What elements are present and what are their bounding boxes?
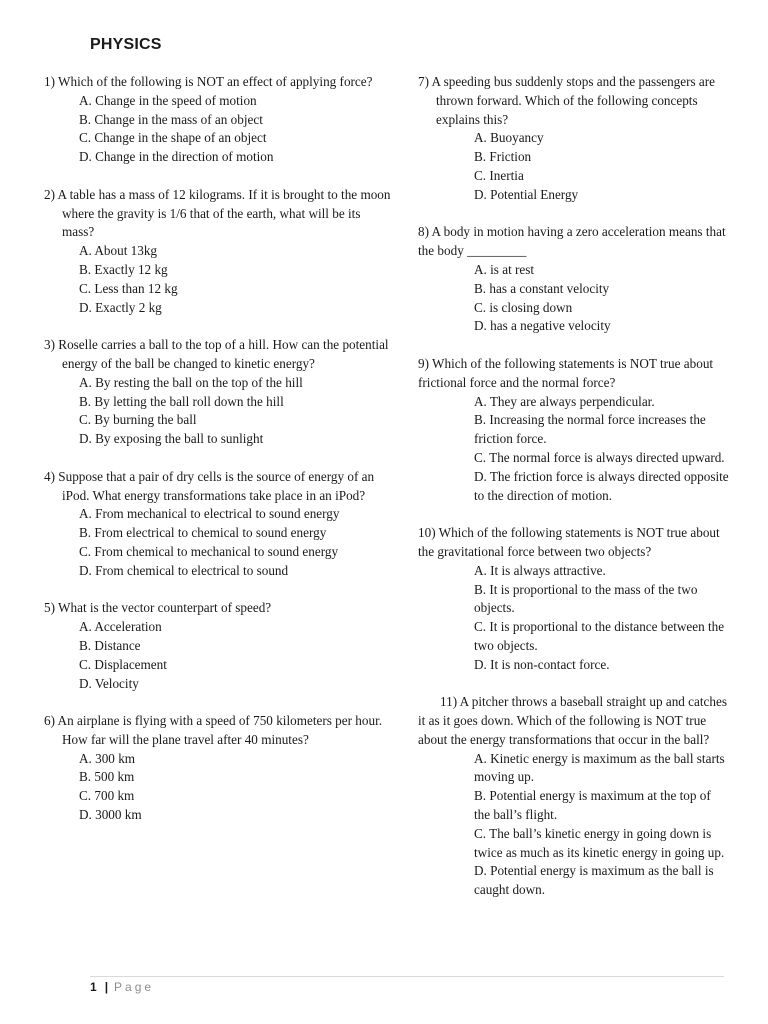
page-number: 1: [90, 980, 97, 994]
question-stem: 10) Which of the following statements is NOT true about the gravitational force between two objects?: [418, 525, 720, 559]
option-c: C. By burning the ball: [79, 412, 197, 428]
question-1: [44, 73, 394, 167]
question-7: [418, 73, 730, 205]
question-9: [418, 355, 730, 505]
question-11: [418, 693, 730, 900]
options-list: [44, 242, 394, 317]
option-a: A. By resting the ball on the top of the hill: [79, 374, 303, 390]
option-d: D. Velocity: [79, 675, 139, 691]
option-c: C. Inertia: [474, 167, 524, 183]
option-b: B. Friction: [474, 149, 532, 165]
option-a: A. 300 km: [79, 750, 136, 766]
question-6: [44, 712, 394, 825]
option-c: C. 700 km: [79, 788, 135, 804]
page-footer: [90, 980, 154, 994]
option-c: C. From chemical to mechanical to sound energy: [79, 543, 339, 559]
option-a: A. Buoyancy: [474, 130, 544, 146]
option-b: B. By letting the ball roll down the hill: [79, 393, 284, 409]
question-stem: 8) A body in motion having a zero acceleration means that the body _________: [418, 224, 726, 259]
option-a: A. Acceleration: [79, 619, 162, 635]
option-a: A. From mechanical to electrical to sound energy: [79, 506, 340, 522]
option-b: B. From electrical to chemical to sound energy: [79, 525, 327, 541]
question-2: [44, 186, 394, 318]
option-d: D. By exposing the ball to sunlight: [79, 431, 264, 447]
question-5: [44, 599, 394, 693]
question-stem: 1) Which of the following is NOT an effect of applying force?: [44, 74, 373, 89]
question-8: [418, 223, 730, 336]
option-a: A. They are always perpendicular.: [474, 393, 655, 409]
option-d: D. From chemical to electrical to sound: [79, 562, 289, 578]
option-c: C. It is proportional to the distance between the two objects.: [474, 619, 725, 653]
question-stem: 6) An airplane is flying with a speed of 750 kilometers per hour. How far will the plane travel after 40 minutes?: [44, 713, 383, 747]
option-a: A. Change in the speed of motion: [79, 92, 257, 108]
page-title: PHYSICS: [90, 36, 162, 53]
option-a: A. is at rest: [474, 261, 535, 277]
option-d: D. Potential energy is maximum as the ball is caught down.: [474, 863, 714, 898]
question-4: [44, 468, 394, 581]
option-d: D. Potential Energy: [474, 186, 579, 202]
question-stem: 4) Suppose that a pair of dry cells is the source of energy of an iPod. What energy transformations take place in an iPod?: [44, 468, 375, 503]
option-c: C. Change in the shape of an object: [79, 130, 267, 146]
option-c: C. The normal force is always directed upward.: [474, 449, 725, 465]
option-b: B. Potential energy is maximum at the top of the ball’s flight.: [474, 788, 711, 823]
option-a: A. About 13kg: [79, 243, 158, 259]
option-b: B. Change in the mass of an object: [79, 111, 263, 127]
option-a: A. Kinetic energy is maximum as the ball starts moving up.: [474, 750, 725, 785]
question-stem: 9) Which of the following statements is NOT true about frictional force and the normal force?: [418, 355, 714, 390]
options-list: [418, 261, 730, 336]
footer-separator: |: [104, 980, 109, 994]
question-stem: 11) A pitcher throws a baseball straight up and catches it as it goes down. Which of the following is NOT true about the energy transformations that occur in the ball?: [418, 694, 727, 747]
option-d: D. 3000 km: [79, 807, 142, 823]
options-list: [44, 505, 394, 580]
option-d: D. has a negative velocity: [474, 318, 611, 334]
option-b: B. Increasing the normal force increases the friction force.: [474, 412, 706, 447]
option-b: B. It is proportional to the mass of the two objects.: [474, 581, 698, 616]
options-list: [418, 750, 730, 900]
option-c: C. Displacement: [79, 656, 167, 672]
option-a: A. It is always attractive.: [474, 562, 606, 578]
options-list: [418, 393, 730, 506]
option-d: D. The friction force is always directed opposite to the direction of motion.: [474, 468, 729, 503]
right-column: [418, 73, 730, 919]
page-label: Page: [114, 980, 155, 994]
options-list: [418, 562, 730, 675]
question-stem: 5) What is the vector counterpart of speed?: [44, 600, 272, 616]
footer-divider: [90, 976, 724, 977]
option-b: B. has a constant velocity: [474, 280, 610, 296]
options-list: [44, 374, 394, 449]
option-b: B. 500 km: [79, 769, 135, 785]
question-stem: 7) A speeding bus suddenly stops and the passengers are thrown forward. Which of the following concepts explains this?: [418, 74, 716, 127]
option-d: D. It is non-contact force.: [474, 656, 610, 672]
option-c: C. The ball’s kinetic energy in going down is twice as much as its kinetic energy in going up.: [474, 825, 725, 860]
question-stem: 2) A table has a mass of 12 kilograms. If it is brought to the moon where the gravity is 1/6 that of the earth, what will be its mass?: [44, 186, 391, 240]
option-b: B. Exactly 12 kg: [79, 261, 168, 277]
left-column: [44, 73, 394, 844]
question-3: [44, 336, 394, 449]
options-list: [44, 618, 394, 693]
option-d: D. Change in the direction of motion: [79, 149, 274, 165]
options-list: [44, 750, 394, 825]
options-list: [418, 129, 730, 204]
option-c: C. Less than 12 kg: [79, 280, 178, 296]
question-stem: 3) Roselle carries a ball to the top of a hill. How can the potential energy of the ball be changed to kinetic energy?: [44, 337, 389, 371]
question-10: [418, 524, 730, 674]
option-b: B. Distance: [79, 637, 141, 653]
option-d: D. Exactly 2 kg: [79, 299, 162, 315]
option-c: C. is closing down: [474, 299, 573, 315]
options-list: [44, 92, 394, 167]
